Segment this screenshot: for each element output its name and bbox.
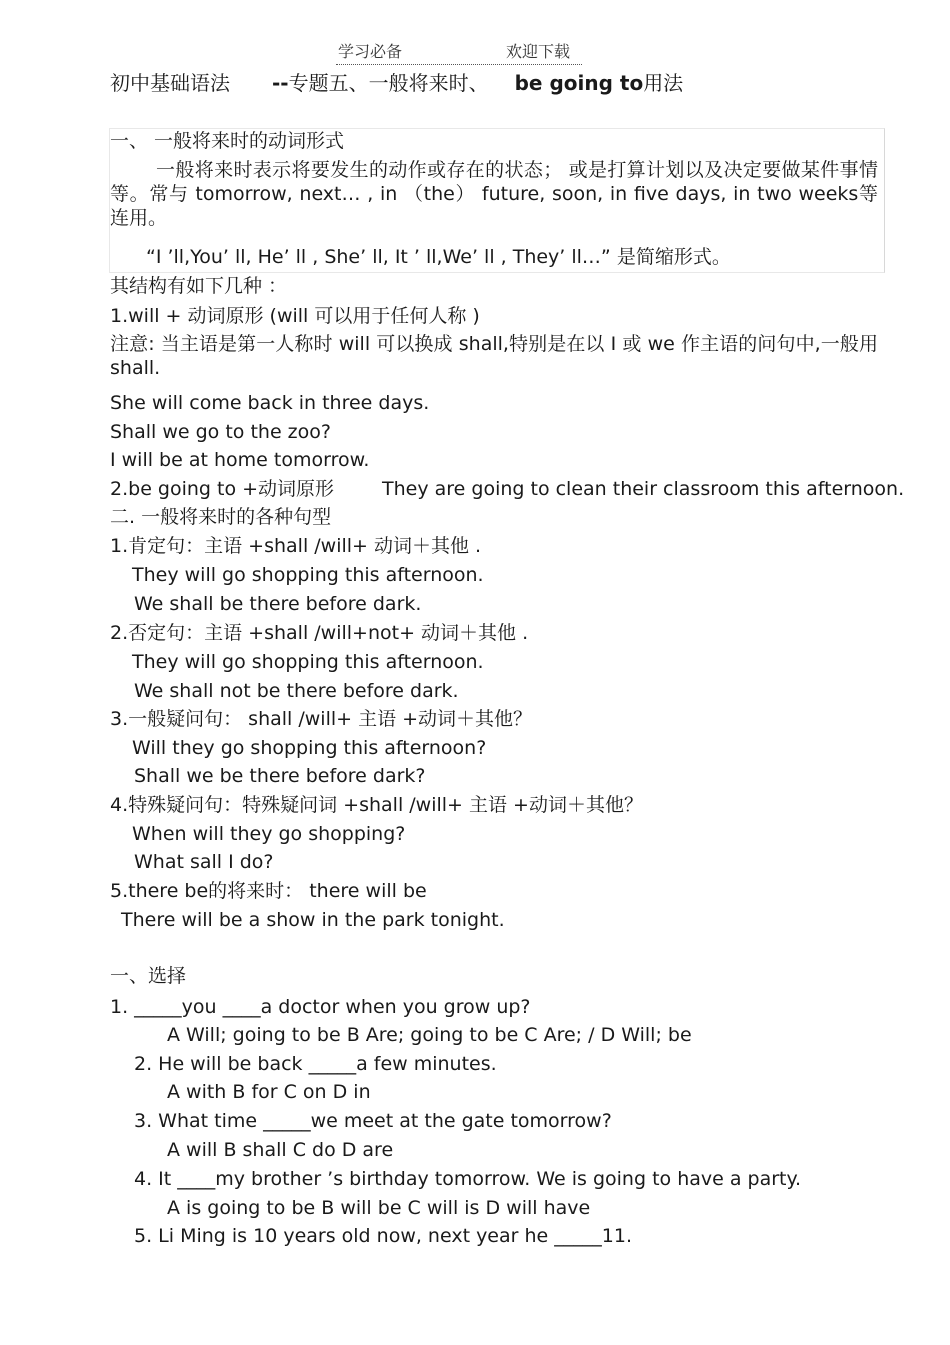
header-left: 学习必备 — [338, 42, 403, 61]
title-middle: 专题五、一般将来时、 — [288, 71, 489, 95]
sentence-type-example: When will they go shopping? — [132, 823, 406, 845]
there-be-label: 5.there be的将来时： there will be — [110, 880, 427, 902]
usage-note: 注意: 当主语是第一人称时 will 可以换成 shall,特别是在以 I 或 we 作主语的问句中,一般用 shall. — [110, 333, 878, 379]
contractions-line: “I ’ll,You’ ll, He’ ll , She’ ll, It ’ ll,We’ ll , They’ ll…” 是简缩形式。 — [146, 246, 731, 268]
section1-paragraph: 一般将来时表示将要发生的动作或存在的状态； 或是打算计划以及决定要做某件事情等。常与 tomorrow, next… , in （the） future, soon, in five days, in two weeks等连用。 — [110, 159, 878, 229]
sentence-type-label: 1.肯定句：主语 +shall /will+ 动词＋其他 . — [110, 535, 482, 557]
exercise-options: A with B for C on D in — [167, 1081, 371, 1103]
sentence-type-label: 2.否定句：主语 +shall /will+not+ 动词＋其他 . — [110, 622, 529, 644]
there-be-example: There will be a show in the park tonight. — [121, 909, 505, 931]
exercise-options: A is going to be B will be C will is D will have — [167, 1197, 591, 1219]
exercise-options: A will B shall C do D are — [167, 1139, 394, 1161]
exercise-question: 3. What time _____we meet at the gate tomorrow? — [134, 1110, 612, 1132]
page-title — [110, 71, 683, 95]
example-sentence: I will be at home tomorrow. — [110, 449, 370, 471]
exercise-question: 5. Li Ming is 10 years old now, next year he _____11. — [134, 1225, 632, 1247]
sentence-type-example: We shall not be there before dark. — [134, 680, 459, 702]
section1-heading: 一、 一般将来时的动词形式 — [110, 130, 345, 152]
sentence-type-label: 4.特殊疑问句：特殊疑问词 +shall /will+ 主语 +动词＋其他？ — [110, 794, 643, 816]
exercise-question: 4. It ____my brother ’s birthday tomorrow. We is going to have a party. — [134, 1168, 802, 1190]
rule-2: 2.be going to +动词原形 — [110, 478, 335, 500]
rule-2-example: They are going to clean their classroom this afternoon. — [382, 478, 905, 500]
structure-intro: 其结构有如下几种 ： — [110, 275, 288, 297]
exercise-question: 1. _____you ____a doctor when you grow up? — [110, 996, 531, 1018]
title-prefix: 初中基础语法 — [110, 71, 230, 95]
title-dash: -- — [272, 71, 289, 95]
exercise-heading: 一、选择 — [110, 965, 187, 987]
header-right: 欢迎下载 — [506, 42, 571, 61]
sentence-type-example: We shall be there before dark. — [134, 593, 422, 615]
sentence-type-example: They will go shopping this afternoon. — [132, 651, 484, 673]
exercise-options: A Will; going to be B Are; going to be C Are; / D Will; be — [167, 1024, 692, 1046]
example-sentence: She will come back in three days. — [110, 392, 430, 414]
sentence-type-example: They will go shopping this afternoon. — [132, 564, 484, 586]
rule-1: 1.will + 动词原形 (will 可以用于任何人称 ) — [110, 305, 480, 327]
sentence-type-example: Will they go shopping this afternoon? — [132, 737, 487, 759]
section2-heading: 二. 一般将来时的各种句型 — [110, 506, 332, 528]
title-bold: be going to — [514, 71, 644, 95]
sentence-type-label: 3.一般疑问句： shall /will+ 主语 +动词＋其他？ — [110, 708, 533, 730]
header-divider — [336, 64, 582, 65]
example-sentence: Shall we go to the zoo? — [110, 421, 331, 443]
sentence-type-example: What sall I do? — [134, 851, 274, 873]
exercise-question: 2. He will be back _____a few minutes. — [134, 1053, 497, 1075]
sentence-type-example: Shall we be there before dark? — [134, 765, 426, 787]
title-suffix: 用法 — [643, 71, 684, 95]
